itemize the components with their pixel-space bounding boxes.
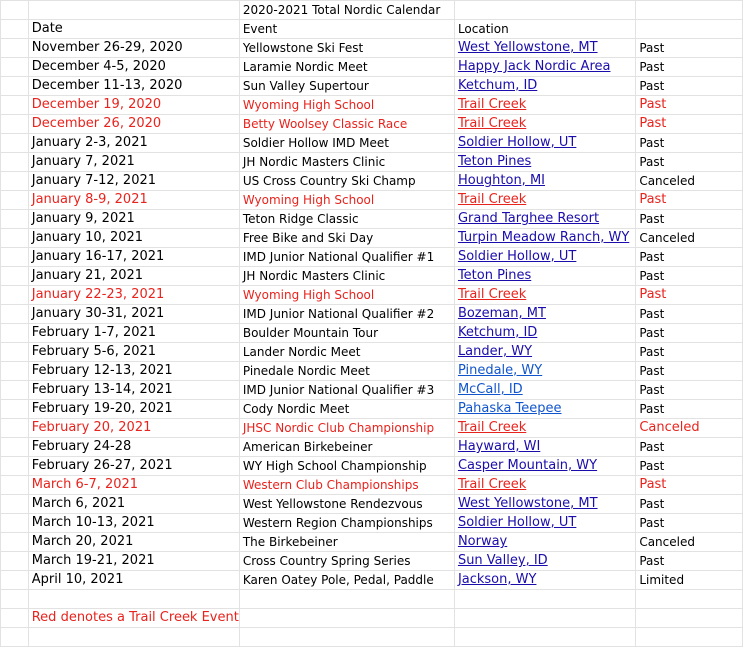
cell[interactable]	[1, 343, 29, 362]
cell[interactable]	[454, 628, 635, 647]
header-event[interactable]: Event	[239, 20, 454, 39]
location-cell[interactable]	[454, 381, 635, 400]
date-cell[interactable]: March 10-13, 2021	[28, 514, 239, 533]
location-link[interactable]	[458, 97, 526, 112]
location-link-text: West Yellowstone, MT	[457, 496, 598, 511]
table-row	[1, 305, 743, 324]
status-cell[interactable]: Canceled	[636, 229, 743, 248]
table-row	[1, 58, 743, 77]
header-date[interactable]: Date	[28, 20, 239, 39]
event-cell[interactable]: JH Nordic Masters Clinic	[239, 153, 454, 172]
location-cell[interactable]	[454, 210, 635, 229]
location-link[interactable]	[458, 268, 531, 283]
location-link[interactable]	[458, 287, 526, 302]
cell[interactable]	[1, 267, 29, 286]
location-link-text: Teton Pines	[457, 268, 532, 283]
status-cell[interactable]: Past	[636, 39, 743, 58]
cell[interactable]	[454, 609, 635, 628]
location-link[interactable]	[458, 59, 611, 74]
cell[interactable]	[1, 210, 29, 229]
status-cell[interactable]: Past	[636, 343, 743, 362]
event-cell[interactable]: Betty Woolsey Classic Race	[239, 115, 454, 134]
cell[interactable]	[239, 628, 454, 647]
cell[interactable]	[1, 495, 29, 514]
status-cell[interactable]: Past	[636, 476, 743, 495]
cell[interactable]	[239, 609, 454, 628]
date-cell[interactable]: March 20, 2021	[28, 533, 239, 552]
location-link[interactable]	[458, 192, 526, 207]
event-cell[interactable]: Western Region Championships	[239, 514, 454, 533]
date-cell[interactable]: February 13-14, 2021	[28, 381, 239, 400]
status-cell[interactable]: Past	[636, 153, 743, 172]
location-link-text: Grand Targhee Resort	[457, 211, 600, 226]
location-link-text: Teton Pines	[457, 154, 532, 169]
location-cell[interactable]	[454, 248, 635, 267]
location-cell[interactable]	[454, 343, 635, 362]
cell[interactable]	[1, 134, 29, 153]
cell[interactable]	[1, 115, 29, 134]
event-cell[interactable]: WY High School Championship	[239, 457, 454, 476]
date-cell[interactable]: January 10, 2021	[28, 229, 239, 248]
event-cell[interactable]: Sun Valley Supertour	[239, 77, 454, 96]
cell[interactable]	[1, 191, 29, 210]
cell[interactable]	[28, 628, 239, 647]
location-cell[interactable]	[454, 514, 635, 533]
cell[interactable]	[1, 362, 29, 381]
status-cell[interactable]: Past	[636, 552, 743, 571]
cell[interactable]	[1, 590, 29, 609]
cell[interactable]	[636, 609, 743, 628]
cell[interactable]	[1, 457, 29, 476]
status-cell[interactable]: Canceled	[636, 419, 743, 438]
location-link-text: Trail Creek	[457, 477, 527, 492]
cell[interactable]	[1, 96, 29, 115]
table-row	[1, 39, 743, 58]
location-cell[interactable]	[454, 305, 635, 324]
table-row	[1, 286, 743, 305]
location-link-text: Soldier Hollow, UT	[457, 135, 577, 150]
cell[interactable]	[1, 58, 29, 77]
cell[interactable]	[239, 590, 454, 609]
date-cell[interactable]: December 11-13, 2020	[28, 77, 239, 96]
location-link-text: Houghton, MI	[457, 173, 546, 188]
date-cell[interactable]: January 2-3, 2021	[28, 134, 239, 153]
cell[interactable]	[636, 628, 743, 647]
date-cell[interactable]: November 26-29, 2020	[28, 39, 239, 58]
cell[interactable]	[1, 571, 29, 590]
date-cell[interactable]: February 24-28	[28, 438, 239, 457]
cell[interactable]	[1, 552, 29, 571]
location-link-text: Trail Creek	[457, 287, 527, 302]
date-cell[interactable]: December 26, 2020	[28, 115, 239, 134]
event-cell[interactable]: West Yellowstone Rendezvous	[239, 495, 454, 514]
location-cell[interactable]	[454, 134, 635, 153]
event-cell[interactable]: Teton Ridge Classic	[239, 210, 454, 229]
status-cell[interactable]: Past	[636, 362, 743, 381]
date-cell[interactable]: January 16-17, 2021	[28, 248, 239, 267]
event-cell[interactable]: US Cross Country Ski Champ	[239, 172, 454, 191]
location-cell[interactable]	[454, 400, 635, 419]
table-row	[1, 134, 743, 153]
table-row	[1, 324, 743, 343]
cell[interactable]	[1, 20, 29, 39]
location-link[interactable]	[458, 306, 546, 321]
cell[interactable]	[1, 1, 29, 20]
event-cell[interactable]: JHSC Nordic Club Championship	[239, 419, 454, 438]
status-cell[interactable]: Past	[636, 58, 743, 77]
location-cell[interactable]	[454, 58, 635, 77]
cell[interactable]	[1, 533, 29, 552]
cell[interactable]	[1, 381, 29, 400]
cell[interactable]	[454, 590, 635, 609]
header-location[interactable]: Location	[454, 20, 635, 39]
table-row	[1, 210, 743, 229]
location-cell[interactable]	[454, 115, 635, 134]
location-link[interactable]	[458, 135, 576, 150]
status-cell[interactable]: Canceled	[636, 533, 743, 552]
table-row	[1, 400, 743, 419]
date-cell[interactable]: February 26-27, 2021	[28, 457, 239, 476]
location-cell[interactable]	[454, 552, 635, 571]
date-cell[interactable]: February 19-20, 2021	[28, 400, 239, 419]
cell[interactable]	[1, 419, 29, 438]
sheet-title[interactable]: 2020-2021 Total Nordic Calendar	[239, 1, 454, 20]
location-link-text: Bozeman, MT	[457, 306, 546, 321]
location-link-text: Soldier Hollow, UT	[457, 515, 577, 530]
status-cell[interactable]: Past	[636, 324, 743, 343]
location-link-text: Happy Jack Nordic Area	[457, 59, 611, 74]
location-link[interactable]	[458, 116, 526, 131]
status-cell[interactable]: Past	[636, 286, 743, 305]
event-cell[interactable]: Yellowstone Ski Fest	[239, 39, 454, 58]
location-link[interactable]	[458, 458, 597, 473]
table-row	[1, 533, 743, 552]
table-row	[1, 438, 743, 457]
table-row	[1, 419, 743, 438]
table-row	[1, 552, 743, 571]
status-cell[interactable]: Past	[636, 191, 743, 210]
date-cell[interactable]: January 8-9, 2021	[28, 191, 239, 210]
cell[interactable]	[1, 628, 29, 647]
location-cell[interactable]	[454, 362, 635, 381]
table-row	[1, 514, 743, 533]
location-link[interactable]	[458, 382, 523, 397]
location-link[interactable]	[458, 401, 562, 416]
date-cell[interactable]: January 22-23, 2021	[28, 286, 239, 305]
location-link-text: Turpin Meadow Ranch, WY	[457, 230, 630, 245]
table-row	[1, 381, 743, 400]
status-cell[interactable]: Past	[636, 210, 743, 229]
event-cell[interactable]: Boulder Mountain Tour	[239, 324, 454, 343]
table-row	[1, 267, 743, 286]
table-row	[1, 343, 743, 362]
table-row	[1, 476, 743, 495]
event-cell[interactable]: Wyoming High School	[239, 286, 454, 305]
location-link[interactable]	[458, 363, 542, 378]
blank-row	[1, 628, 743, 647]
cell[interactable]	[1, 153, 29, 172]
table-row	[1, 96, 743, 115]
status-cell[interactable]: Past	[636, 267, 743, 286]
location-cell[interactable]	[454, 495, 635, 514]
location-link[interactable]	[458, 344, 532, 359]
status-cell[interactable]: Limited	[636, 571, 743, 590]
table-row	[1, 191, 743, 210]
location-link[interactable]	[458, 439, 540, 454]
location-link[interactable]	[458, 515, 576, 530]
status-cell[interactable]: Past	[636, 77, 743, 96]
location-link-text: Pahaska Teepee	[457, 401, 562, 416]
date-cell[interactable]: February 12-13, 2021	[28, 362, 239, 381]
location-link-text: Trail Creek	[457, 192, 527, 207]
cell[interactable]	[1, 77, 29, 96]
date-cell[interactable]: March 6-7, 2021	[28, 476, 239, 495]
location-link-text: Lander, WY	[457, 344, 533, 359]
table-row	[1, 172, 743, 191]
cell[interactable]	[28, 1, 239, 20]
cell[interactable]	[636, 20, 743, 39]
location-link-text: Soldier Hollow, UT	[457, 249, 577, 264]
table-row	[1, 115, 743, 134]
event-cell[interactable]: JH Nordic Masters Clinic	[239, 267, 454, 286]
date-cell[interactable]: January 7-12, 2021	[28, 172, 239, 191]
location-cell[interactable]	[454, 457, 635, 476]
date-cell[interactable]: December 19, 2020	[28, 96, 239, 115]
table-row	[1, 77, 743, 96]
event-cell[interactable]: IMD Junior National Qualifier #2	[239, 305, 454, 324]
cell[interactable]	[454, 1, 635, 20]
event-cell[interactable]: Free Bike and Ski Day	[239, 229, 454, 248]
location-link[interactable]	[458, 553, 548, 568]
table-row	[1, 229, 743, 248]
location-link-text: Ketchum, ID	[457, 325, 538, 340]
cell[interactable]	[1, 39, 29, 58]
status-cell[interactable]: Past	[636, 438, 743, 457]
table-row	[1, 248, 743, 267]
event-cell[interactable]: IMD Junior National Qualifier #3	[239, 381, 454, 400]
status-cell[interactable]: Past	[636, 134, 743, 153]
status-cell[interactable]: Past	[636, 96, 743, 115]
location-cell[interactable]	[454, 229, 635, 248]
event-cell[interactable]: Soldier Hollow IMD Meet	[239, 134, 454, 153]
location-link[interactable]	[458, 211, 599, 226]
location-cell[interactable]	[454, 96, 635, 115]
header-row	[1, 20, 743, 39]
location-link-text: Trail Creek	[457, 116, 527, 131]
location-link[interactable]	[458, 40, 598, 55]
event-cell[interactable]: The Birkebeiner	[239, 533, 454, 552]
event-cell[interactable]: Laramie Nordic Meet	[239, 58, 454, 77]
location-link[interactable]	[458, 249, 576, 264]
date-cell[interactable]: April 10, 2021	[28, 571, 239, 590]
location-link[interactable]	[458, 496, 598, 511]
cell[interactable]	[1, 476, 29, 495]
location-cell[interactable]	[454, 172, 635, 191]
event-cell[interactable]: Cross Country Spring Series	[239, 552, 454, 571]
location-link-text: Hayward, WI	[457, 439, 541, 454]
table-row	[1, 153, 743, 172]
cell[interactable]	[1, 172, 29, 191]
cell[interactable]	[1, 305, 29, 324]
status-cell[interactable]: Canceled	[636, 172, 743, 191]
status-cell[interactable]: Past	[636, 514, 743, 533]
date-cell[interactable]: March 6, 2021	[28, 495, 239, 514]
location-link[interactable]	[458, 230, 629, 245]
location-link[interactable]	[458, 420, 526, 435]
footnote[interactable]: Red denotes a Trail Creek Event	[28, 609, 239, 628]
status-cell[interactable]: Past	[636, 248, 743, 267]
location-cell[interactable]	[454, 286, 635, 305]
date-cell[interactable]: February 1-7, 2021	[28, 324, 239, 343]
date-cell[interactable]: January 7, 2021	[28, 153, 239, 172]
location-link-text: Trail Creek	[457, 97, 527, 112]
cell[interactable]	[1, 438, 29, 457]
cell[interactable]	[1, 400, 29, 419]
location-cell[interactable]	[454, 533, 635, 552]
location-link-text: Jackson, WY	[457, 572, 537, 587]
event-cell[interactable]: Pinedale Nordic Meet	[239, 362, 454, 381]
date-cell[interactable]: January 21, 2021	[28, 267, 239, 286]
event-cell[interactable]: Western Club Championships	[239, 476, 454, 495]
location-link-text: McCall, ID	[457, 382, 523, 397]
cell[interactable]	[1, 286, 29, 305]
location-link-text: West Yellowstone, MT	[457, 40, 598, 55]
location-link-text: Pinedale, WY	[457, 363, 543, 378]
location-link-text: Sun Valley, ID	[457, 553, 548, 568]
table-row	[1, 571, 743, 590]
location-cell[interactable]	[454, 267, 635, 286]
cell[interactable]	[636, 1, 743, 20]
footnote-row	[1, 609, 743, 628]
event-cell[interactable]: IMD Junior National Qualifier #1	[239, 248, 454, 267]
location-link-text: Norway	[457, 534, 508, 549]
cell[interactable]	[1, 324, 29, 343]
event-cell[interactable]: Cody Nordic Meet	[239, 400, 454, 419]
location-link[interactable]	[458, 325, 537, 340]
date-cell[interactable]: December 4-5, 2020	[28, 58, 239, 77]
location-link[interactable]	[458, 154, 531, 169]
location-cell[interactable]	[454, 438, 635, 457]
cell[interactable]	[28, 590, 239, 609]
status-cell[interactable]: Past	[636, 115, 743, 134]
event-cell[interactable]: Wyoming High School	[239, 191, 454, 210]
table-row	[1, 457, 743, 476]
location-cell[interactable]	[454, 77, 635, 96]
status-cell[interactable]: Past	[636, 381, 743, 400]
cell[interactable]	[1, 248, 29, 267]
event-cell[interactable]: American Birkebeiner	[239, 438, 454, 457]
cell[interactable]	[1, 229, 29, 248]
status-cell[interactable]: Past	[636, 400, 743, 419]
date-cell[interactable]: January 9, 2021	[28, 210, 239, 229]
event-cell[interactable]: Wyoming High School	[239, 96, 454, 115]
location-cell[interactable]	[454, 419, 635, 438]
event-cell[interactable]: Lander Nordic Meet	[239, 343, 454, 362]
location-link-text: Ketchum, ID	[457, 78, 538, 93]
location-link[interactable]	[458, 572, 537, 587]
location-link[interactable]	[458, 78, 537, 93]
table-row	[1, 495, 743, 514]
event-cell[interactable]: Karen Oatey Pole, Pedal, Paddle	[239, 571, 454, 590]
location-cell[interactable]	[454, 39, 635, 58]
status-cell[interactable]: Past	[636, 305, 743, 324]
location-cell[interactable]	[454, 476, 635, 495]
cell[interactable]	[1, 514, 29, 533]
location-cell[interactable]	[454, 324, 635, 343]
location-link[interactable]	[458, 534, 507, 549]
date-cell[interactable]: February 20, 2021	[28, 419, 239, 438]
location-cell[interactable]	[454, 191, 635, 210]
location-cell[interactable]	[454, 571, 635, 590]
location-link-text: Trail Creek	[457, 420, 527, 435]
cell[interactable]	[1, 609, 29, 628]
location-cell[interactable]	[454, 153, 635, 172]
blank-row	[1, 590, 743, 609]
location-link[interactable]	[458, 173, 545, 188]
status-cell[interactable]: Past	[636, 457, 743, 476]
date-cell[interactable]: January 30-31, 2021	[28, 305, 239, 324]
date-cell[interactable]: February 5-6, 2021	[28, 343, 239, 362]
location-link-text: Casper Mountain, WY	[457, 458, 598, 473]
cell[interactable]	[636, 590, 743, 609]
location-link[interactable]	[458, 477, 526, 492]
status-cell[interactable]: Past	[636, 495, 743, 514]
title-row	[1, 1, 743, 20]
date-cell[interactable]: March 19-21, 2021	[28, 552, 239, 571]
table-row	[1, 362, 743, 381]
